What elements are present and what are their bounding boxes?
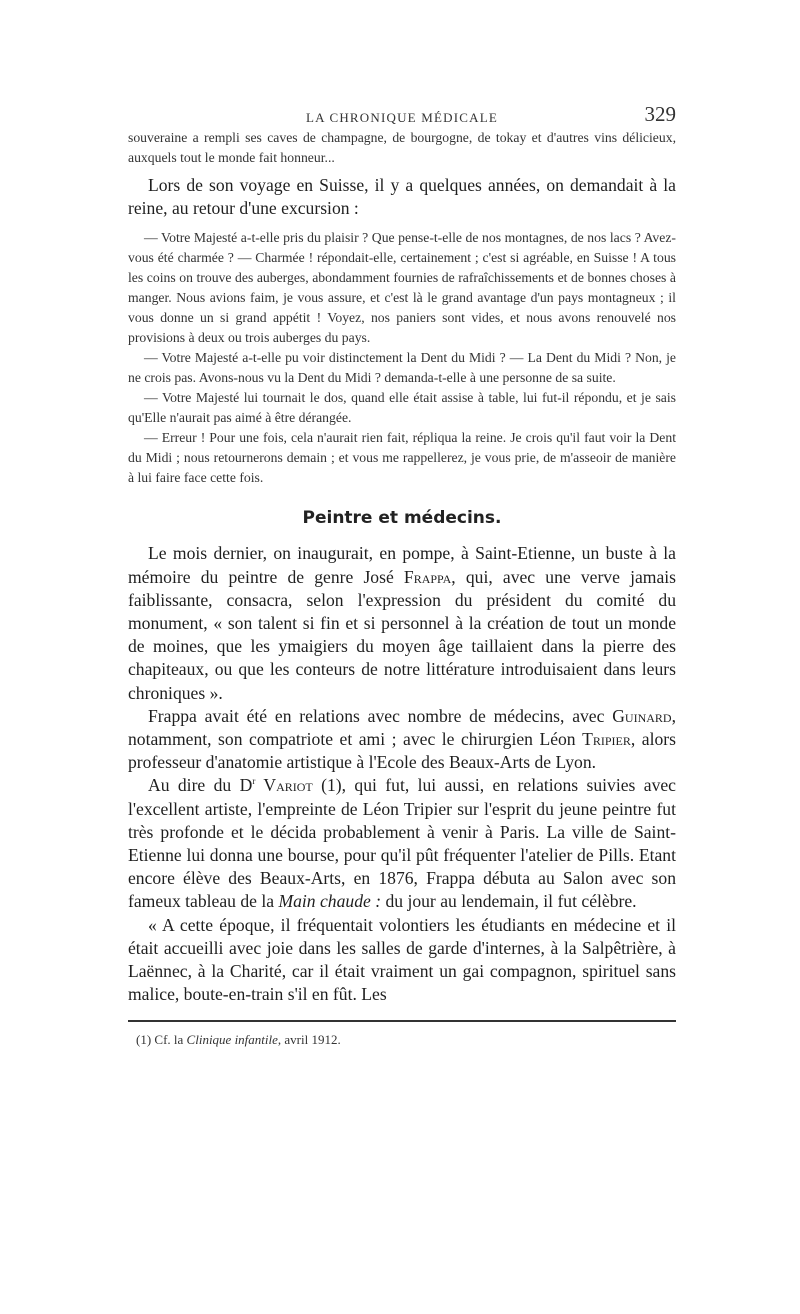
footnote-divider: [128, 1020, 676, 1022]
text-run: du jour au lendemain, il fut célèbre.: [381, 891, 637, 912]
journal-title: LA CHRONIQUE MÉDICALE: [305, 110, 499, 125]
superscript: r: [252, 776, 256, 787]
text-run: , qui, avec une verve jamais faiblissante, consacra, selon l'expression du président du comité du monument, « son talent si fin et si personnel à la création de tout un monde de moines, que les ymaigiers du moyen âge taillaient dans la pierre des chapiteaux, ou que les conteurs de notre littérature introduisaient dans leurs chroniques ».: [128, 566, 676, 703]
running-head: [128, 100, 676, 128]
text-block-article: [128, 542, 676, 1006]
page-number: 329: [644, 102, 676, 126]
text-run: (1) Cf. la: [136, 1032, 187, 1048]
journal-citation: Clinique infantile: [186, 1032, 278, 1048]
person-name: Guinard: [612, 705, 672, 726]
person-name: Frappa: [403, 566, 452, 587]
paragraph: « A cette époque, il fréquentait volontiers les étudiants en médecine et il était accueilli avec joie dans les salles de garde d'internes, à la Salpêtrière, à Laënnec, à la Charité, car il était vraiment un gai compagnon, spirituel sans malice, boute-en-train s'il en fût. Les: [128, 914, 676, 1005]
paragraph: — Votre Majesté a-t-elle pu voir distinctement la Dent du Midi ? — La Dent du Midi ? Non, je ne crois pas. Avons-nous vu la Dent du Midi ? demanda-t-elle à une personne de sa suite.: [128, 350, 676, 386]
paragraph: Lors de son voyage en Suisse, il y a quelques années, on demandait à la reine, au retour d'une excursion :: [128, 175, 676, 219]
page: [128, 100, 676, 1048]
text-run: , avril 1912.: [277, 1032, 341, 1048]
paragraph: [128, 542, 676, 704]
text-run: Le mois dernier, on inaugurait, en pompe, à Saint-Etienne, un buste à la mémoire du peintre de genre José: [128, 543, 676, 587]
paragraph: [128, 774, 676, 913]
text-run: , alors professeur d'anatomie artistique à l'Ecole des Beaux-Arts de Lyon.: [128, 729, 676, 773]
text-run: (1), qui fut, lui aussi, en relations suivies avec l'excellent artiste, l'empreinte de Léon Tripier sur l'esprit du jeune peintre fut très profonde et le décida probablement à venir à Paris. La ville de Saint-Etienne lui donna une bourse, pour qu'il pût fréquenter l'atelier de Pills. Etant encore élève des Beaux-Arts, en 1876, Frappa débuta au Salon avec son fameux tableau de la: [128, 775, 676, 912]
artwork-title: Main chaude :: [278, 891, 382, 912]
section-heading: Peintre et médecins.: [302, 508, 502, 529]
paragraph: — Votre Majesté lui tournait le dos, quand elle était assise à table, lui fut-il répondu, et je sais qu'Elle n'aurait pas aimé à être dérangée.: [128, 390, 676, 426]
text-run: , notamment, son compatriote et ami ; avec le chirurgien Léon: [128, 705, 676, 750]
text-block-continuation: [128, 128, 676, 168]
person-name: Variot: [255, 775, 313, 796]
person-name: Tripier: [582, 729, 631, 750]
paragraph: — Erreur ! Pour une fois, cela n'aurait rien fait, répliqua la reine. Je crois qu'il faut voir la Dent du Midi ; nous retournerons demain ; et vous me rappellerez, je vous prie, de m'asseoir de manière à lui faire face cette fois.: [128, 430, 676, 486]
text-block-intro: [128, 174, 676, 220]
paragraph: [128, 705, 676, 775]
text-run: Frappa avait été en relations avec nombre de médecins, avec: [148, 705, 613, 726]
paragraph: — Votre Majesté a-t-elle pris du plaisir ? Que pense-t-elle de nos montagnes, de nos lacs ? Avez-vous été charmée ? — Charmée ! répondait-elle, certainement ; c'est si agréable, en Suisse ! A tous les coins on trouve des auberges, abondamment fournies de rafraîchissements et de bonnes choses à manger. Nous avions faim, je vous assure, et c'est là le grand avantage d'un pays montagneux ; il vous donne un si grand appétit ! Voyez, nos paniers sont vides, et nous avons renouvelé nos provisions à deux ou trois auberges du pays.: [128, 230, 676, 346]
text-run: Au dire du D: [148, 775, 253, 796]
text-block-dialogue: [128, 228, 676, 488]
paragraph: souveraine a rempli ses caves de champagne, de bourgogne, de tokay et d'autres vins délicieux, auxquels tout le monde fait honneur...: [128, 130, 676, 165]
footnote: [136, 1032, 676, 1048]
